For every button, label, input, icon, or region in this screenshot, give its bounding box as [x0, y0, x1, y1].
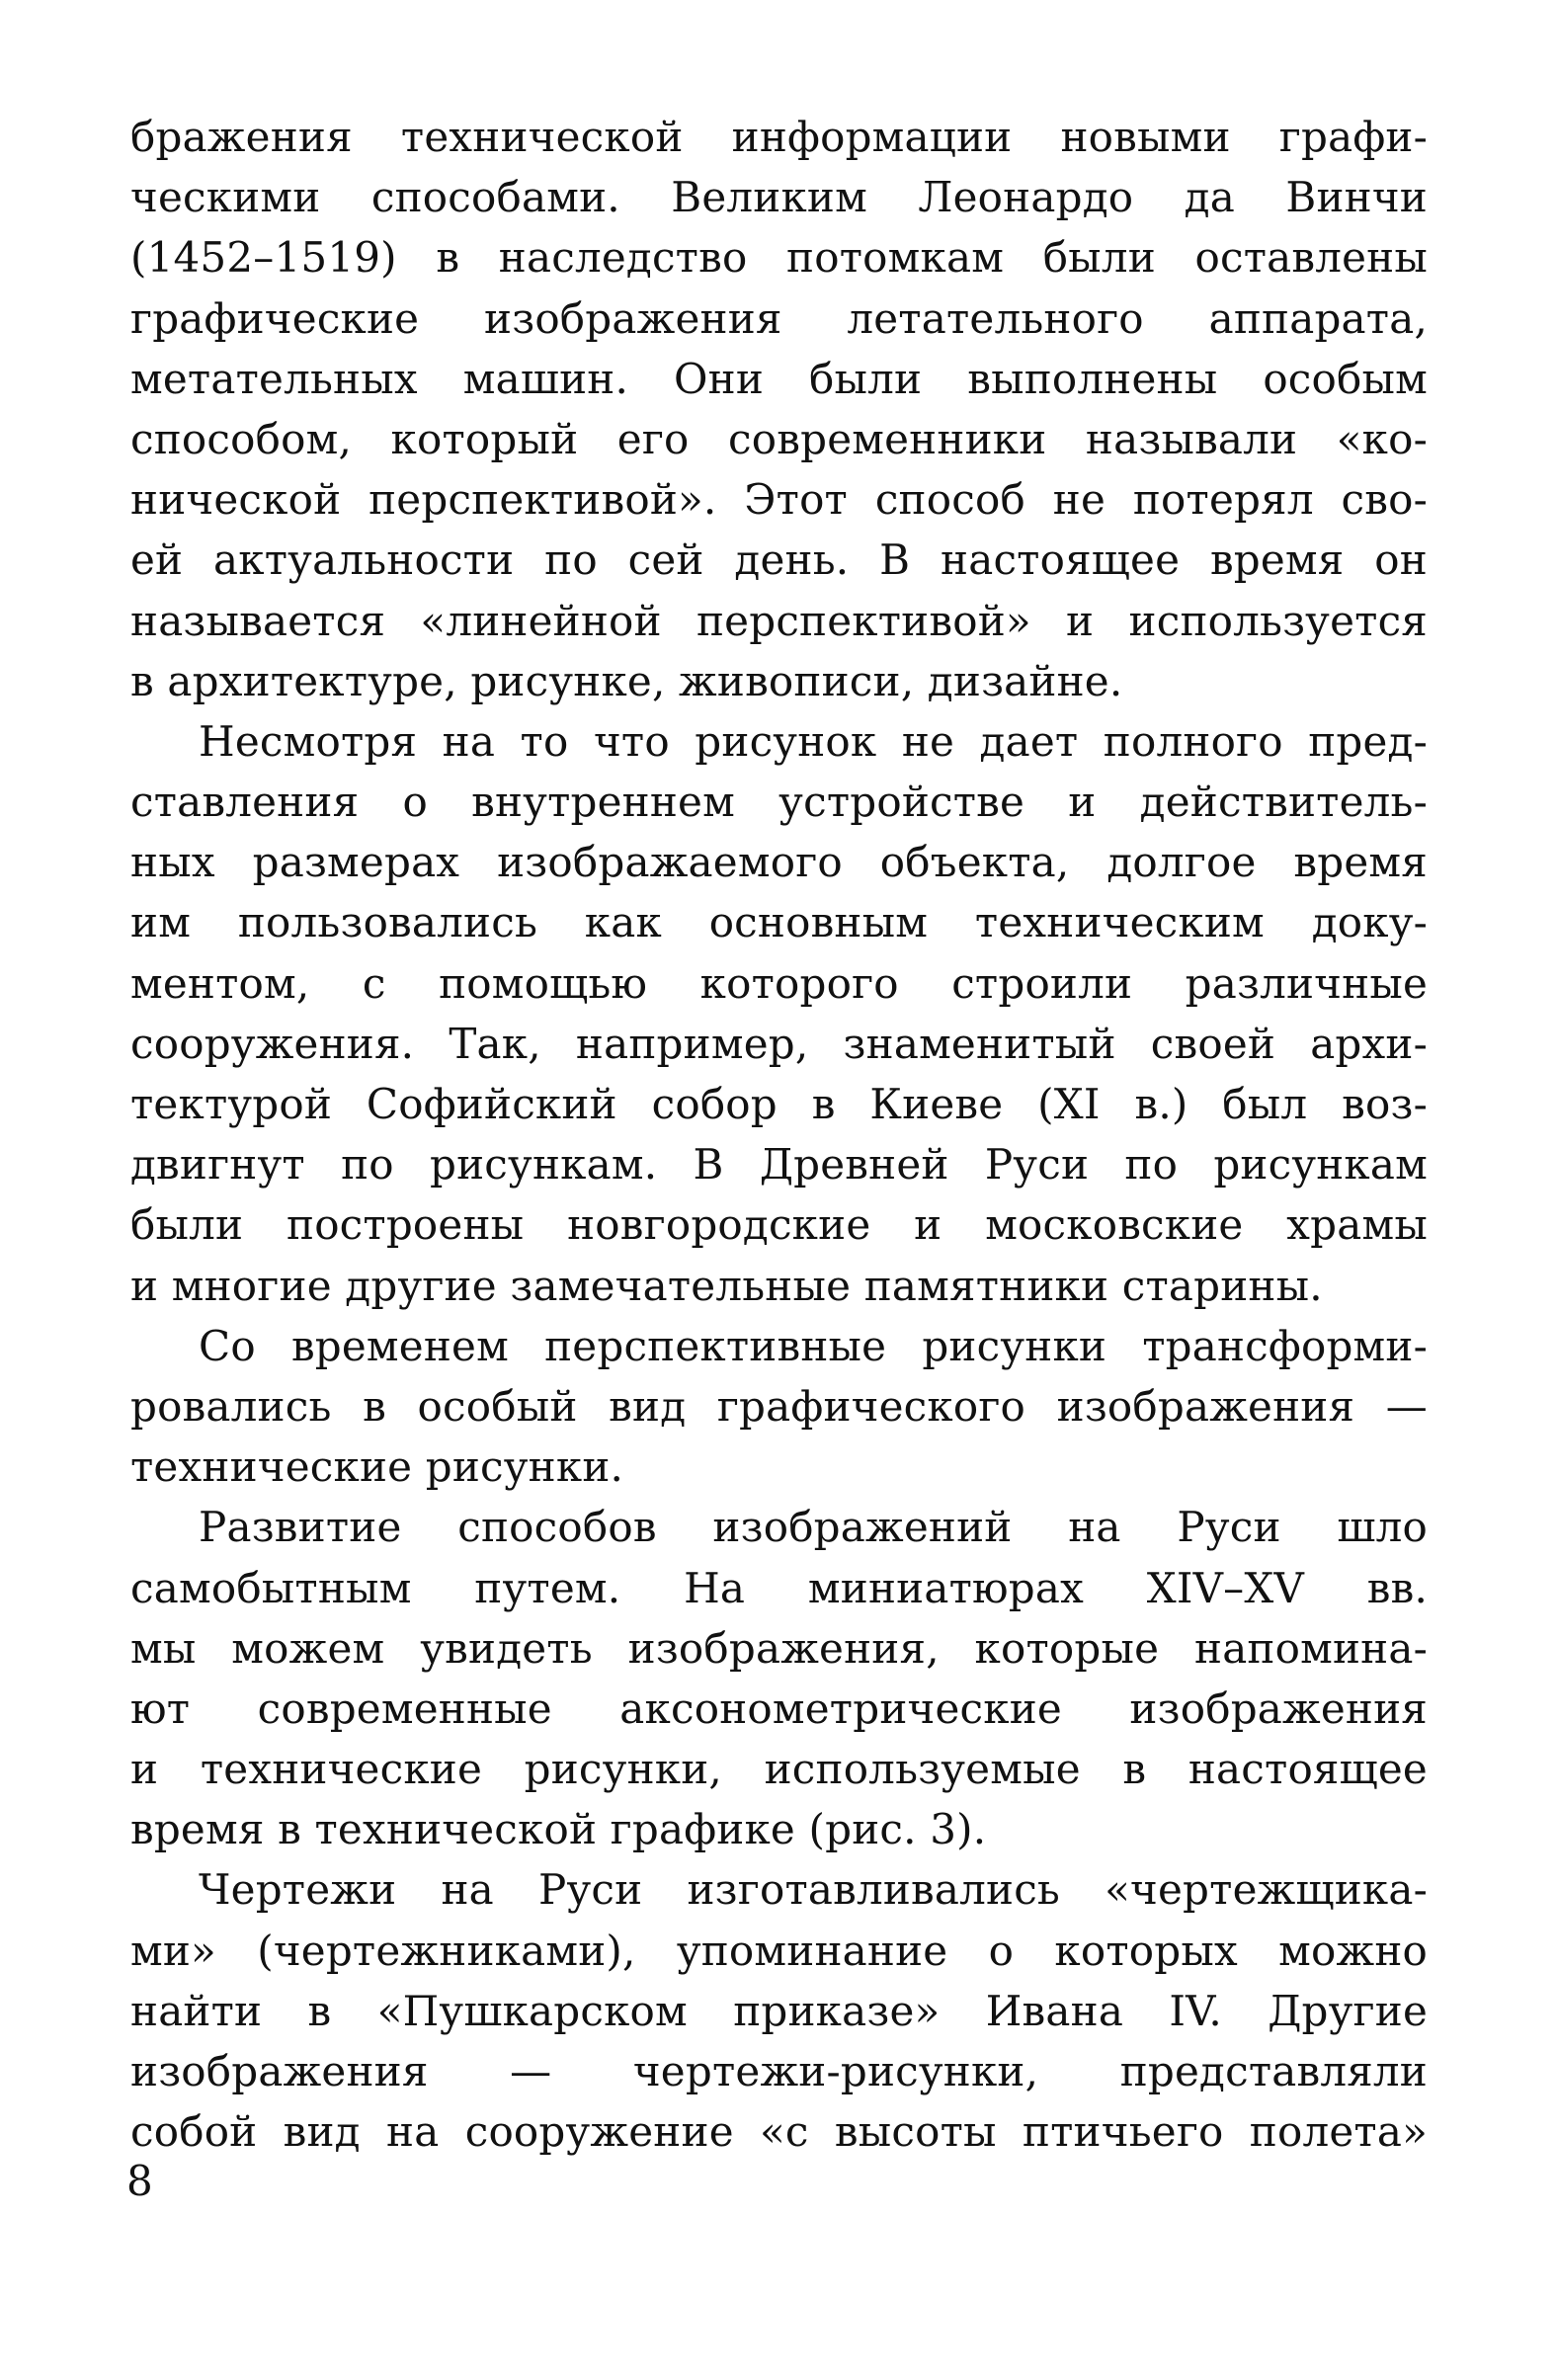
text-line: в архитектуре, рисунке, живописи, дизайне.	[130, 656, 1123, 705]
text-line: технические рисунки.	[130, 1442, 624, 1492]
text-line: ей актуальности по сей день. В настоящее время он	[130, 535, 1428, 585]
text-line: ных размерах изображаемого объекта, долгое время	[130, 838, 1428, 887]
text-line: способом, который его современники называли «ко-	[130, 414, 1428, 463]
text-line: ческими способами. Великим Леонардо да Винчи	[130, 173, 1428, 222]
text-line: ми» (чертежниками), упоминание о которых можно	[130, 1926, 1428, 1975]
text-line: Чертежи на Руси изготавливались «чертежщика-	[199, 1865, 1428, 1915]
text-line: Развитие способов изображений на Руси шло	[199, 1503, 1428, 1552]
text-line: (1452–1519) в наследство потомкам были оставлены	[130, 233, 1428, 283]
text-line: и многие другие замечательные памятники старины.	[130, 1261, 1323, 1310]
paragraph	[130, 1497, 1428, 1859]
text-line: ют современные аксонометрические изображения	[130, 1683, 1428, 1733]
text-line: ментом, с помощью которого строили различные	[130, 958, 1428, 1008]
text-line: собой вид на сооружение «с высоты птичьего полета»	[130, 2107, 1428, 2157]
text-line: Несмотря на то что рисунок не дает полного пред-	[199, 716, 1428, 766]
text-line: мы можем увидеть изображения, которые напомина-	[130, 1623, 1428, 1673]
text-line: ровались в особый вид графического изображения —	[130, 1381, 1428, 1431]
text-line: сооружения. Так, например, знаменитый своей архи-	[130, 1019, 1428, 1068]
text-line: и технические рисунки, используемые в настоящее	[130, 1745, 1428, 1794]
text-line: двигнут по рисункам. В Древней Руси по рисункам	[130, 1140, 1428, 1190]
text-line: найти в «Пушкарском приказе» Ивана IV. Другие	[130, 1986, 1428, 2035]
text-line: Со временем перспективные рисунки трансформи-	[199, 1321, 1428, 1370]
text-line: им пользовались как основным техническим доку-	[130, 898, 1428, 947]
text-line: ставления о внутреннем устройстве и действитель-	[130, 778, 1428, 827]
text-line: изображения — чертежи-рисунки, представляли	[130, 2047, 1428, 2095]
text-line: самобытным путем. На миниатюрах XIV–XV вв.	[130, 1563, 1428, 1612]
paragraph	[130, 1859, 1428, 2162]
text-line: нической перспективой». Этот способ не потерял сво-	[130, 475, 1428, 525]
paragraph	[130, 711, 1428, 1316]
page-number: 8	[126, 2157, 153, 2205]
text-line: были построены новгородские и московские храмы	[130, 1200, 1428, 1250]
text-line: называется «линейной перспективой» и используется	[130, 596, 1428, 645]
page-text	[130, 107, 1428, 2162]
text-line: тектурой Софийский собор в Киеве (XI в.) был воз-	[130, 1080, 1428, 1128]
paragraph	[130, 1316, 1428, 1498]
text-line: бражения технической информации новыми графи-	[130, 113, 1428, 161]
text-line: графические изображения летательного аппарата,	[130, 293, 1428, 343]
paragraph	[130, 107, 1428, 711]
text-line: время в технической графике (рис. 3).	[130, 1805, 987, 1854]
text-line: метательных машин. Они были выполнены особым	[130, 354, 1428, 403]
